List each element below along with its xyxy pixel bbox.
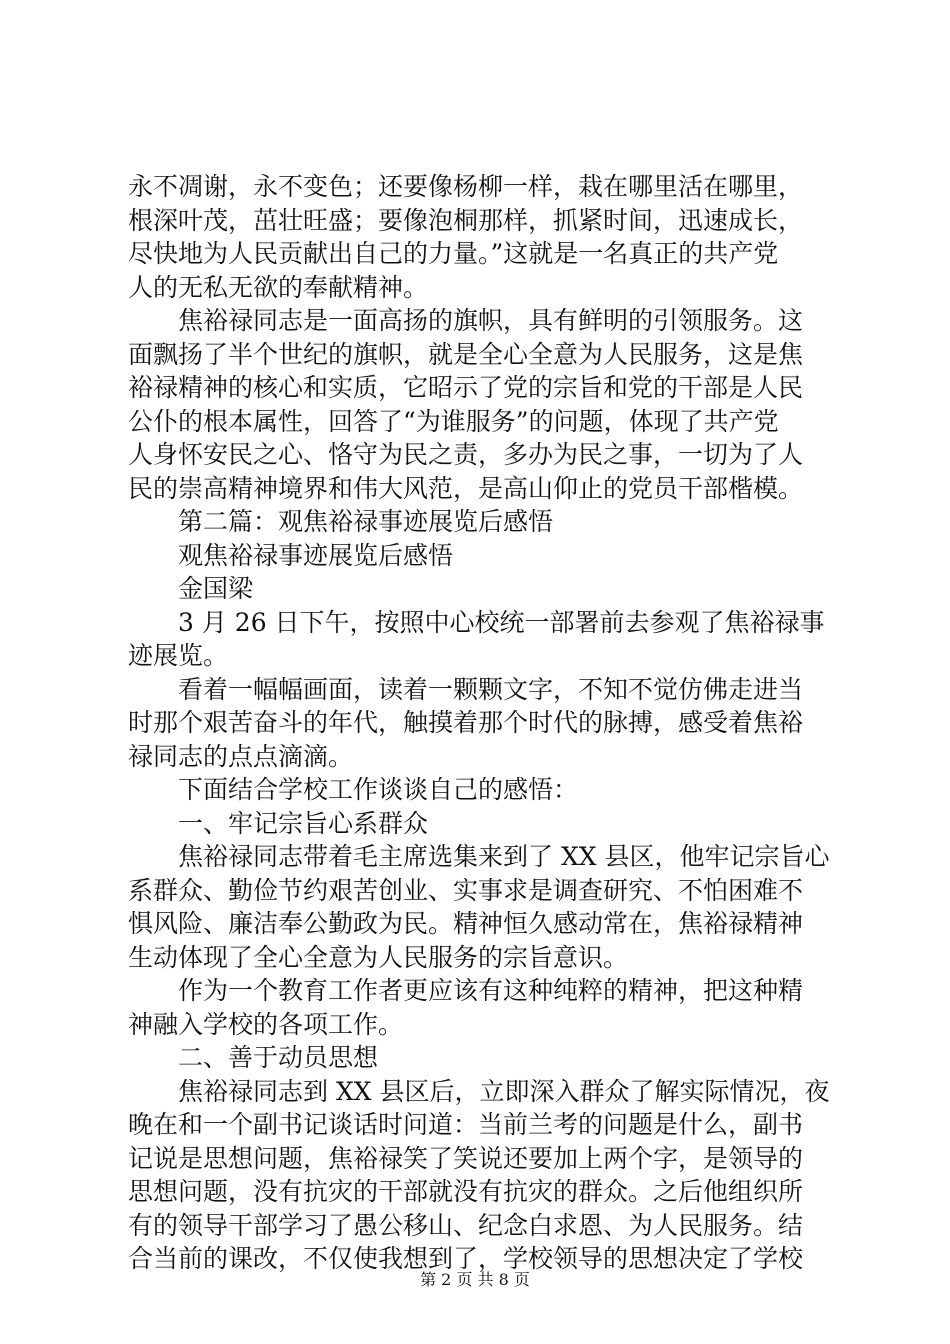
article-title: 观焦裕禄事迹展览后感悟: [128, 540, 454, 570]
text-line: 系群众、勤俭节约艰苦创业、实事求是调查研究、不怕困难不: [128, 875, 804, 905]
text-line: 面飘扬了半个世纪的旗帜，就是全心全意为人民服务，这是焦: [128, 339, 804, 369]
text-line: 迹展览。: [128, 641, 229, 670]
text-line: 永不凋谢，永不变色；还要像杨柳一样，栽在哪里活在哪里，: [128, 172, 804, 201]
text-line: 合当前的课改，不仅使我想到了，学校领导的思想决定了学校: [128, 1244, 804, 1273]
subheading: 二、善于动员思想: [128, 1043, 379, 1072]
text-line: 尽快地为人民贡献出自己的力量。”这就是一名真正的共产党: [128, 239, 779, 268]
text-line: 惧风险、廉洁奉公勤政为民。精神恒久感动常在，焦裕禄精神: [128, 909, 804, 938]
text-line: 民的崇高精神境界和伟大风范，是高山仰止的党员干部楷模。: [128, 473, 804, 503]
text-line: 焦裕禄同志到 XX 县区后，立即深入群众了解实际情况，夜: [128, 1076, 830, 1106]
text-line: 根深叶茂，茁壮旺盛；要像泡桐那样，抓紧时间，迅速成长，: [128, 205, 804, 235]
text-line: 看着一幅幅画面，读着一颗颗文字，不知不觉仿佛走进当: [128, 674, 804, 704]
author-name: 金国梁: [128, 574, 254, 603]
text-line: 作为一个教育工作者更应该有这种纯粹的精神，把这种精: [128, 976, 804, 1005]
text-line: 有的领导干部学习了愚公移山、纪念白求恩、为人民服务。结: [128, 1210, 804, 1240]
text-line: 神融入学校的各项工作。: [128, 1009, 404, 1039]
text-line: 3 月 26 日下午，按照中心校统一部署前去参观了焦裕禄事: [128, 607, 825, 637]
text-line: 禄同志的点点滴滴。: [128, 741, 354, 771]
document-body: [128, 170, 833, 1276]
section-heading: 第二篇：观焦裕禄事迹展览后感悟: [128, 507, 554, 536]
text-line: 晚在和一个副书记谈话时问道：当前兰考的问题是什么，副书: [128, 1110, 804, 1139]
text-line: 记说是思想问题，焦裕禄笑了笑说还要加上两个字，是领导的: [128, 1143, 804, 1173]
text-line: 生动体现了全心全意为人民服务的宗旨意识。: [128, 942, 629, 972]
text-line: 焦裕禄同志是一面高扬的旗帜，具有鲜明的引领服务。这: [128, 306, 804, 335]
text-line: 人身怀安民之心、恪守为民之责，多办为民之事，一切为了人: [128, 440, 804, 469]
text-line: 下面结合学校工作谈谈自己的感悟：: [128, 775, 579, 804]
text-line: 裕禄精神的核心和实质，它昭示了党的宗旨和党的干部是人民: [128, 373, 804, 402]
page-number-footer: 第 2 页 共 8 页: [420, 1270, 530, 1289]
text-line: 公仆的根本属性，回答了“为谁服务”的问题，体现了共产党: [128, 406, 779, 436]
text-line: 焦裕禄同志带着毛主席选集来到了 XX 县区，他牢记宗旨心: [128, 842, 830, 871]
text-line: 思想问题，没有抗灾的干部就没有抗灾的群众。之后他组织所: [128, 1177, 804, 1206]
text-line: 时那个艰苦奋斗的年代，触摸着那个时代的脉搏，感受着焦裕: [128, 708, 804, 737]
text-line: 人的无私无欲的奉献精神。: [128, 272, 429, 302]
subheading: 一、牢记宗旨心系群众: [128, 808, 429, 838]
